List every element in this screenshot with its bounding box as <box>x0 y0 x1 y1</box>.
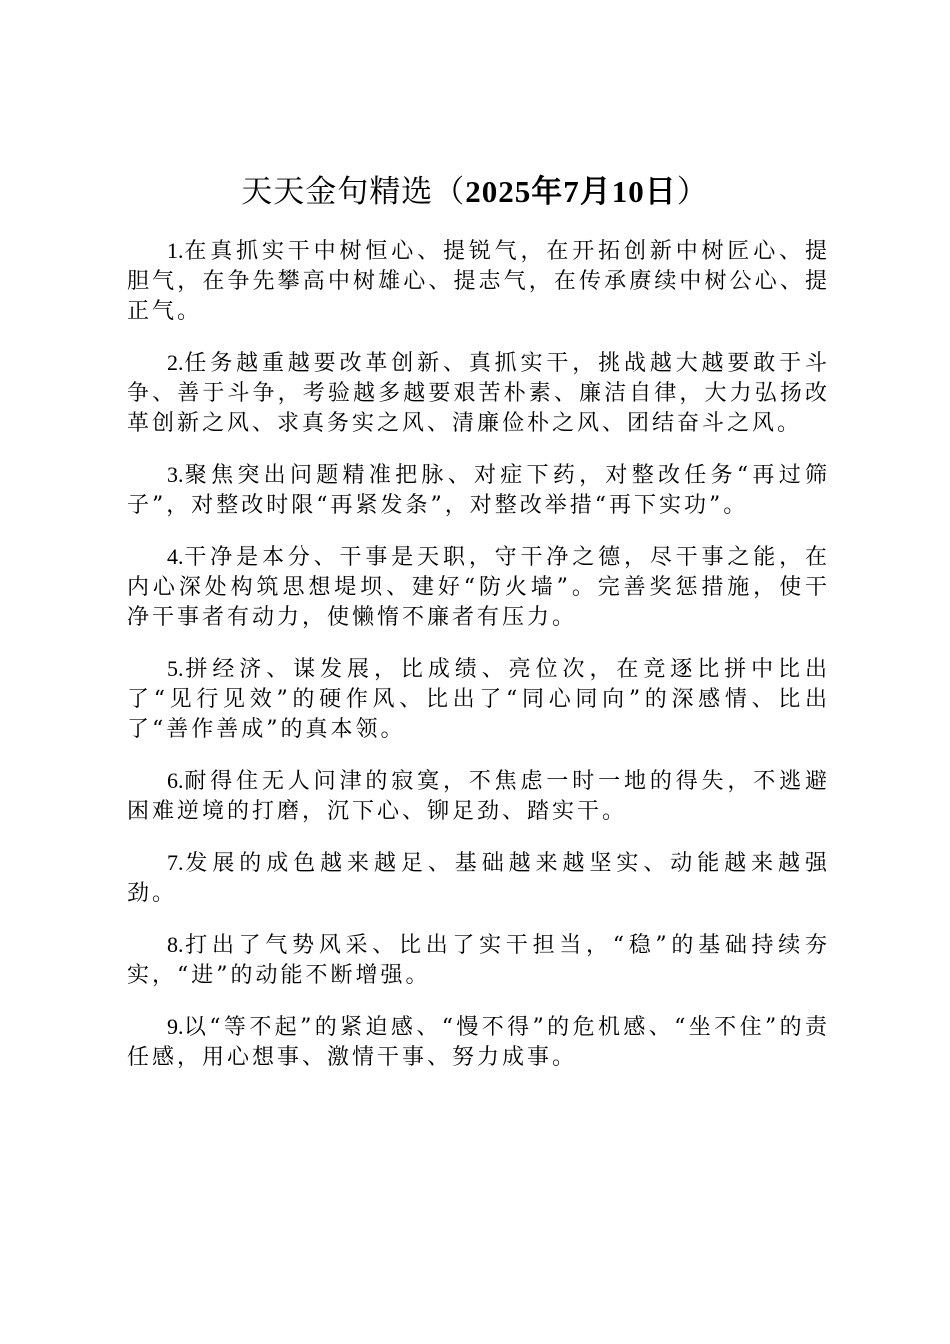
quote-text: 任务越重越要改革创新、真抓实干，挑战越大越要敢于斗争、善于斗争，考验越多越要艰苦朴素、廉洁自律，大力弘扬改革创新之风、求真务实之风、清廉俭朴之风、团结奋斗之风。 <box>127 351 830 436</box>
quote-number: 9. <box>167 1014 184 1039</box>
quote-item <box>127 654 830 745</box>
quote-number: 8. <box>167 932 184 957</box>
quote-item <box>127 848 830 909</box>
title-prefix: 天天金句精选（ <box>241 174 466 210</box>
quote-number: 7. <box>167 850 184 875</box>
document-title <box>0 170 950 214</box>
quote-text: 聚焦突出问题精准把脉、对症下药，对整改任务“再过筛子”，对整改时限“再紧发条”，对整改举措“再下实功”。 <box>127 463 830 518</box>
quote-item <box>127 236 830 327</box>
quote-text: 打出了气势风采、比出了实干担当，“稳”的基础持续夯实，“进”的动能不断增强。 <box>127 933 830 988</box>
quote-item <box>127 930 830 991</box>
quote-number: 1. <box>167 238 184 263</box>
quote-item <box>127 1012 830 1073</box>
quote-item <box>127 348 830 439</box>
quote-number: 5. <box>167 656 184 681</box>
quote-text: 耐得住无人问津的寂寞，不焦虑一时一地的得失，不逃避困难逆境的打磨，沉下心、铆足劲、踏实干。 <box>127 769 830 824</box>
quote-text: 干净是本分、干事是天职，守干净之德，尽干事之能，在内心深处构筑思想堤坝、建好“防火墙”。完善奖惩措施，使干净干事者有动力，使懒惰不廉者有压力。 <box>127 545 830 630</box>
quote-text: 在真抓实干中树恒心、提锐气，在开拓创新中树匠心、提胆气，在争先攀高中树雄心、提志气，在传承赓续中树公心、提正气。 <box>127 239 830 324</box>
quote-number: 4. <box>167 544 184 569</box>
quote-number: 6. <box>167 768 184 793</box>
quote-list <box>127 236 830 1094</box>
quote-item <box>127 766 830 827</box>
title-date: 2025年7月10日 <box>465 174 677 209</box>
quote-text: 以“等不起”的紧迫感、“慢不得”的危机感、“坐不住”的责任感，用心想事、激情干事、努力成事。 <box>127 1015 830 1070</box>
quote-number: 2. <box>167 350 184 375</box>
quote-text: 拼经济、谋发展，比成绩、亮位次，在竞逐比拼中比出了“见行见效”的硬作风、比出了“同心同向”的深感情、比出了“善作善成”的真本领。 <box>127 657 830 742</box>
title-suffix: ） <box>676 174 709 210</box>
quote-number: 3. <box>167 462 184 487</box>
quote-text: 发展的成色越来越足、基础越来越坚实、动能越来越强劲。 <box>127 851 830 906</box>
quote-item <box>127 460 830 521</box>
quote-item <box>127 542 830 633</box>
